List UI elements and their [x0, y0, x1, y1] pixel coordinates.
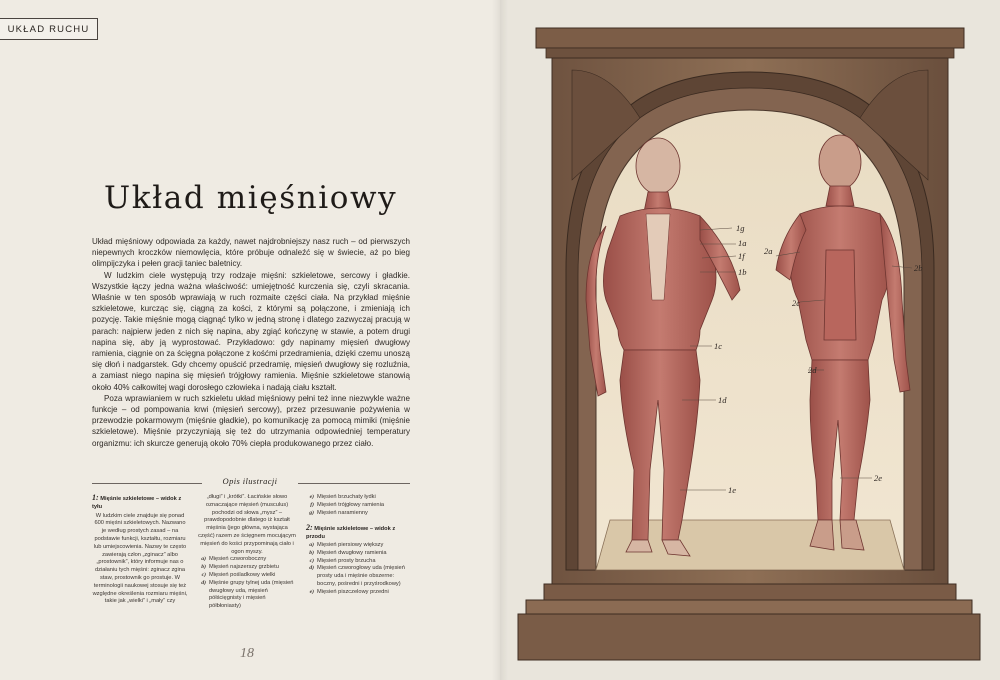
legend-item-text: Mięsień piszczelowy przedni [317, 588, 389, 595]
plate-label: 2b [914, 263, 923, 273]
plate-label: 1b [738, 267, 747, 277]
plate-label: 1g [736, 223, 745, 233]
plate-label: 2c [792, 298, 801, 308]
legend-item-text: Mięsień trójgłowy ramienia [317, 501, 385, 508]
legend-item-key: b) [201, 564, 206, 571]
legend-item-key: e) [309, 494, 314, 500]
plate-label: 2e [874, 473, 883, 483]
page-number: 18 [240, 646, 254, 661]
page-title: Układ mięśniowy [104, 180, 398, 216]
legend-item-key: a) [309, 541, 314, 548]
legend-item-key: e) [309, 588, 314, 595]
legend-text: „długi” i „krótki”. Łacińskie słowo oznaczające mięsień (musculus) pochodzi od słowa „mysz” – prawdopodobnie dlatego iż kształt mięśnia (jego główna, wystająca część) razem ze ścięgnem mocującym mięsień do kości przypominają ciało i ogon myszy. [198, 494, 296, 555]
legend-item-key: d) [201, 579, 206, 586]
legend-item-text: Mięsień pośladkowy wielki [209, 571, 276, 578]
legend-item-key: b) [309, 549, 314, 556]
paragraph-1: Układ mięśniowy odpowiada za każdy, nawet najdrobniejszy nasz ruch – od pierwszych niepewnych kroczków niemowlęcia, które próbuje odnaleźć się w świecie, aż po bieg olimpijczyka i pełen gracji taniec baletnicy. [92, 237, 410, 269]
plate-label: 1c [714, 341, 723, 351]
legend-item-text: Mięsień prosty brzucha [317, 557, 376, 564]
legend-section-title: Mięśnie szkieletowe – widok z przodu [306, 526, 396, 541]
legend-item-text: Mięsień brzuchaty łydki [317, 494, 376, 500]
legend-item-text: Mięsień dwugłowy ramienia [317, 549, 387, 556]
legend-item-key: a) [201, 556, 206, 563]
plate-label: 2a [764, 246, 773, 256]
legend-item-key: c) [201, 571, 206, 578]
legend-item-text: Mięsień najszerszy grzbietu [209, 564, 279, 571]
plate-label: 1f [738, 251, 745, 261]
plate-label: 2d [808, 365, 817, 375]
legend-item-key: d) [309, 565, 314, 572]
legend-item-text: Mięsień naramienny [317, 509, 368, 516]
plate-label: 1d [718, 395, 727, 405]
legend-item-text: Mięśnie grupy tylnej uda (mięsień dwugłowy uda, mięsień półścięgnisty i mięsień półbłoniasty) [209, 579, 294, 610]
legend-item-key: g) [309, 509, 314, 516]
legend-number: 1: [92, 493, 99, 502]
legend-heading-label: Opis ilustracji [222, 476, 278, 486]
legend-text: W ludzkim ciele znajduje się ponad 600 mięśni szkieletowych. Nazwano je według prostych zasad – na podstawie funkcji, kształtu, rozmiaru lub umiejscowienia. Nazwy te często zawierają człon „zginacz” albo „prostownik”, który informuje nas o działaniu tych mięśni: zginacz zgina staw, prostownik go prostuje. W terminologii naukowej stosuje się też względne określenia rozmiaru mięśni, takie jak „wielki” i „mały” czy [92, 512, 188, 605]
paragraph-3: Poza wprawianiem w ruch szkieletu układ mięśniowy pełni też inne niezwykle ważne funkcje – od pompowania krwi (mięsień sercowy), przez przesuwanie pożywienia w przewodzie pokarmowym (mięśnie gładkie), po komunikację za pomocą mimiki (mięśnie szkieletowe). Mięśnie przyczyniają się też do utrzymania odpowiedniej temperatury organizmu: ich skurcze generują około 70% ciepła produkowanego przez ciało. [92, 393, 410, 448]
legend-item-text: Mięsień czworoboczny [209, 556, 267, 563]
plate-label: 1a [738, 238, 747, 248]
legend-number: 2: [306, 523, 313, 533]
legend-item-key: f) [310, 501, 314, 508]
paragraph-2: W ludzkim ciele występują trzy rodzaje mięśni: szkieletowe, sercowy i gładkie. Wszystkie łączy jedna ważna właściwość: umiejętność kurczenia się, czyli skracania. Właśnie w ten sposób wprawiają w ruch rozmaite części ciała. Na przykład mięśnie szkieletowe, kurcząc się, ciągną za kości, z którymi są połączone, i zmieniają ich pozycję. Takie mięśnie mogą ciągnąć tylko w jedną stronę i dlatego zazwyczaj pracują w parach: najpierw jeden z nich się napina, aby zgiąć kończynę w stawie, a potem drugi napina się, aby ją wyprostować. Przykładowo: gdy napinamy mięsień dwugłowy ramienia, ciągnie on za ścięgna połączone z kośćmi przedramienia, dzięki czemu unoszą się dłoń i nadgarstek. Gdy chcemy opuścić przedramię, mięsień dwugłowy się rozluźnia, a zamiast niego napina się mięsień trójgłowy ramienia. Mięśnie szkieletowe stanowią około 40% całkowitej wagi dorosłego człowieka i nadają ciału kształt. [92, 270, 410, 392]
section-tag: UKŁAD RUCHU [0, 18, 98, 40]
legend-item-key: c) [309, 557, 314, 564]
legend-item-text: Mięsień piersiowy większy [317, 541, 384, 548]
plate-label: 1e [728, 485, 737, 495]
legend-item-text: Mięsień czworogłowy uda (mięsień prosty uda i mięśnie obszerne: boczny, pośredni i przyśrodkowy) [317, 565, 405, 587]
legend-section-title: Mięśnie szkieletowe – widok z tyłu [92, 496, 182, 510]
